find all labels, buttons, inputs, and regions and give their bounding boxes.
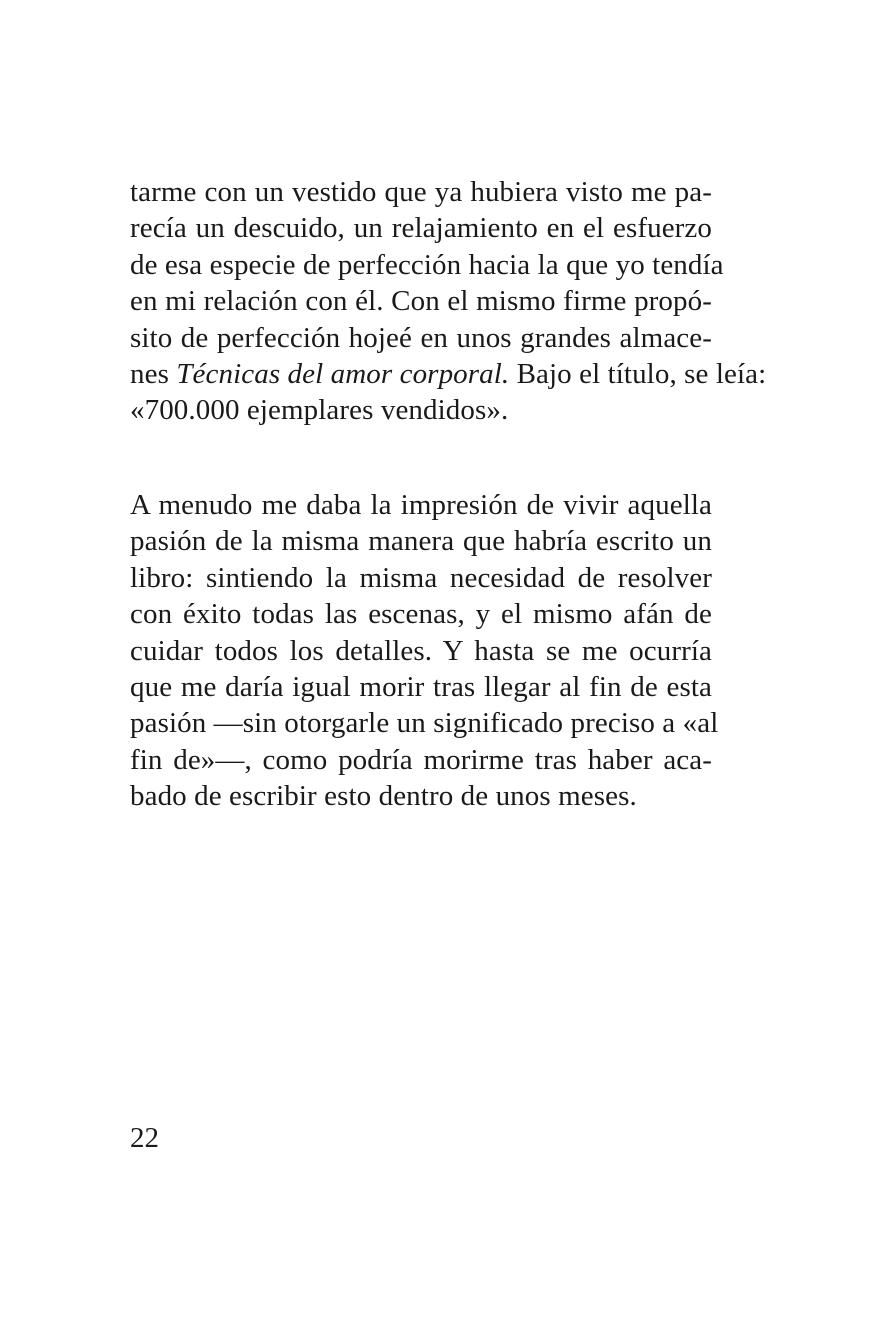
paragraph-1 (130, 174, 767, 429)
page-number: 22 (130, 1122, 159, 1154)
paragraph-1-line: de esa especie de perfección hacia la que yo tendía (130, 248, 724, 281)
paragraph-1-line: en mi relación con él. Con el mismo firme propó- (130, 285, 712, 318)
line-text: nes (130, 358, 177, 391)
paragraph-2-line: pasión de la misma manera que habría escrito un (130, 525, 712, 558)
paragraph-2-line: pasión —sin otorgarle un significado preciso a «al (130, 707, 719, 740)
paragraph-2-line: con éxito todas las escenas, y el mismo afán de (130, 598, 712, 631)
paragraph-2-line: libro: sintiendo la misma necesidad de resolver (130, 561, 712, 594)
paragraph-2-line: que me daría igual morir tras llegar al fin de esta (130, 671, 712, 704)
paragraph-2-line: bado de escribir esto dentro de unos meses. (130, 780, 637, 813)
paragraph-2-line: cuidar todos los detalles. Y hasta se me ocurría (130, 634, 712, 667)
paragraph-1-line: «700.000 ejemplares vendidos». (130, 394, 509, 427)
line-text: Bajo el título, se leía: (509, 358, 767, 391)
paragraph-1-line: tarme con un vestido que ya hubiera visto me pa- (130, 176, 712, 208)
paragraph-2-line: A menudo me daba la impresión de vivir aquella (130, 489, 712, 521)
paragraph-1-line (130, 356, 767, 392)
paragraph-2 (130, 487, 719, 815)
paragraph-1-line: recía un descuido, un relajamiento en el esfuerzo (130, 212, 712, 245)
paragraph-1-line: sito de perfección hojeé en unos grandes almace- (130, 321, 712, 354)
paragraph-2-line: fin de»—, como podría morirme tras haber aca- (130, 743, 712, 776)
book-title-italic: Técnicas del amor corporal. (176, 358, 510, 391)
